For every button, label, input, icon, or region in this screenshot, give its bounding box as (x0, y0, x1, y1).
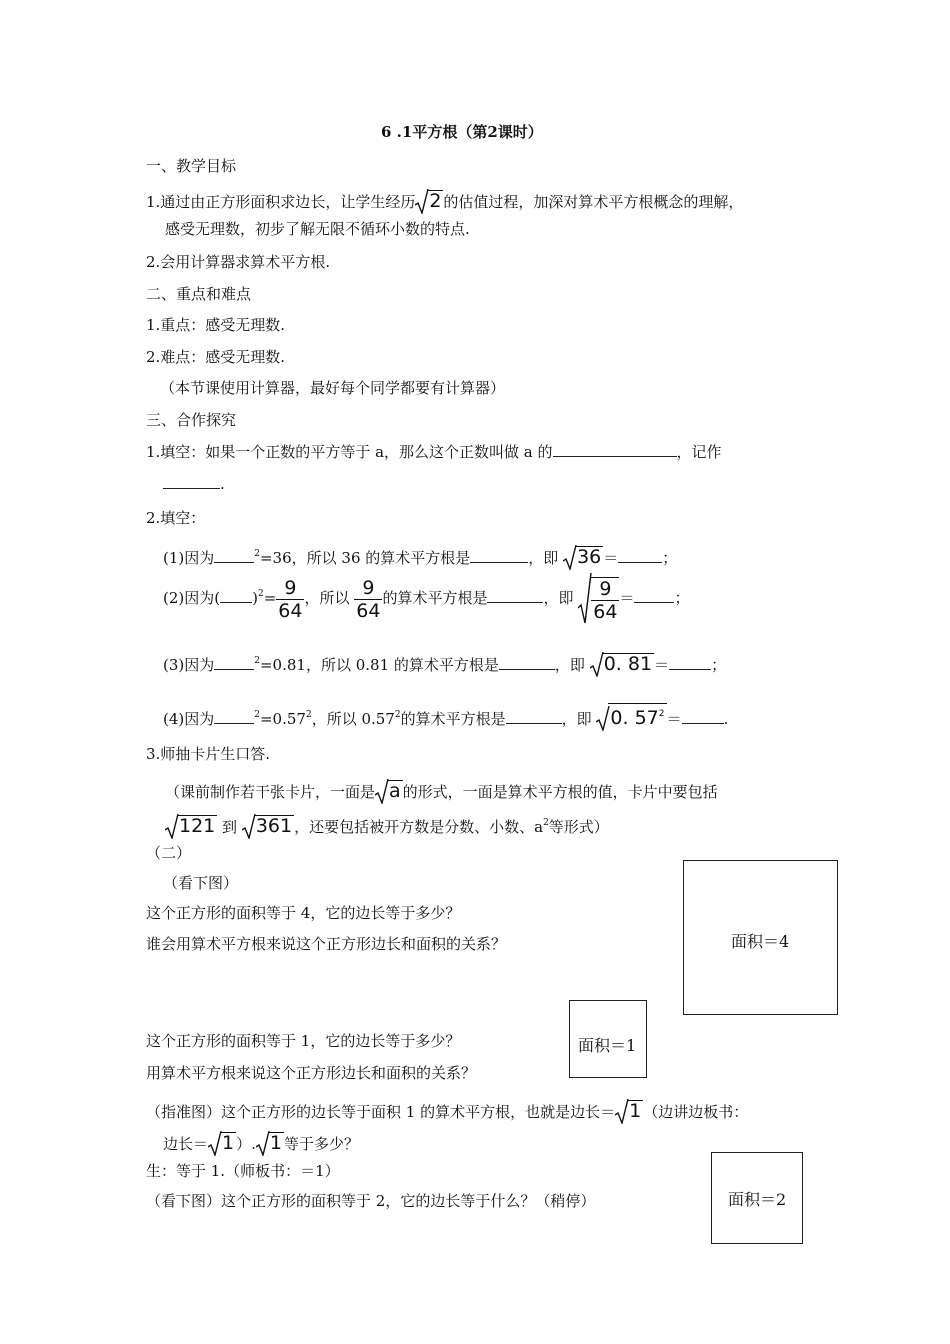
answer-blank (214, 709, 254, 724)
sqrt-9-64: $\frac{9}{64}$ (578, 576, 619, 623)
fill-2-item-1: (1)因为 $^2$=36，所以 36 的算术平方根是 ，即 36 ＝ ； (163, 546, 678, 568)
answer-blank (214, 655, 254, 670)
answer-blank (163, 474, 220, 489)
key-point: 1.重点：感受无理数. (146, 316, 286, 334)
question-relation-4: 谁会用算术平方根来说这个正方形边长和面积的关系？ (146, 935, 507, 953)
question-relation-1: 用算术平方根来说这个正方形边长和面积的关系？ (146, 1064, 477, 1082)
answer-blank (214, 548, 254, 563)
answer-blank (669, 655, 711, 670)
question-area-1: 这个正方形的面积等于 1，它的边长等于多少？ (146, 1032, 461, 1050)
fill-2-item-4: (4)因为 $^2=0.57^2$，所以 0.57$^2$的算术平方根是 ，即 0. $57^2$ ＝ . (163, 703, 728, 729)
objective-1-line-2: 感受无理数，初步了解无限不循环小数的特点. (165, 220, 470, 238)
sqrt-1: 1 (208, 1132, 236, 1154)
sqrt-361: 361 (242, 815, 294, 837)
answer-blank (553, 442, 677, 457)
answer-blank (220, 588, 252, 603)
task-3-note-line-2: 121 到 361 ，还要包括被开方数是分数、小数、$a^2$等形式） (165, 813, 609, 837)
answer-blank (487, 588, 543, 603)
task-3: 3.师抽卡片生口答. (146, 745, 271, 763)
board-note: 边长＝ 1 ）. 1 等于多少？ (163, 1132, 359, 1154)
square-area-2-label: 面积＝2 (728, 1190, 787, 1209)
fill-2-item-3: (3)因为 $^2$=0.81，所以 0.81 的算术平方根是 ，即 0. 81 ＝ ； (163, 653, 727, 675)
answer-blank (634, 588, 674, 603)
answer-blank (618, 548, 662, 563)
section-heading-key-points: 二、重点和难点 (146, 285, 252, 303)
sqrt-0-81: 0. 81 (590, 653, 654, 675)
sqrt-2: 2 (415, 190, 443, 212)
fill-2-item-2: (2)因为( )$^2$= $\frac{9}{64}$ ，所以 $\frac{9}{64}$ 的算术平方根是 ，即 $\frac{9}{64}$ ＝ ； (163, 571, 689, 623)
fraction-9-64: $\frac{9}{64}$ (278, 576, 303, 622)
fraction-9-64: $\frac{9}{64}$ (356, 576, 381, 622)
fill-1: 1.填空：如果一个正数的平方等于 a，那么这个正数叫做 a 的 ，记作 (146, 443, 722, 461)
part-2-heading: （二） (146, 844, 192, 862)
fill-1-cont: . (163, 474, 225, 494)
text: 的估值过程，加深对算术平方根概念的理解， (443, 193, 744, 211)
task-3-note-line-1: （课前制作若干张卡片，一面是 a 的形式，一面是算术平方根的值，卡片中要包括 (165, 780, 718, 802)
text: 1.通过由正方形面积求边长，让学生经历 (146, 193, 416, 211)
answer-blank (682, 709, 724, 724)
question-area-2: （看下图）这个正方形的面积等于 2，它的边长等于什么？（稍停） (146, 1192, 596, 1210)
difficult-point: 2.难点：感受无理数. (146, 348, 286, 366)
section-heading-explore: 三、合作探究 (146, 411, 237, 429)
see-figure: （看下图） (163, 874, 239, 892)
section-heading-objectives: 一、教学目标 (146, 157, 237, 175)
sqrt-1: 1 (615, 1100, 643, 1122)
sqrt-1: 1 (256, 1132, 284, 1154)
square-area-4-label: 面积＝4 (731, 932, 790, 951)
sqrt-36: 36 (563, 546, 603, 568)
answer-blank (506, 709, 562, 724)
page-title: 6 .1平方根（第2课时） (381, 123, 543, 141)
student-answer: 生：等于 1.（师板书：＝1） (146, 1162, 340, 1180)
objective-1-line-1 (146, 190, 743, 212)
sqrt-0-57-squared: 0. $57^2$ (596, 703, 666, 729)
answer-blank (470, 548, 528, 563)
sqrt-a: a (375, 780, 403, 802)
calculator-note: （本节课使用计算器，最好每个同学都要有计算器） (160, 379, 506, 397)
objective-2: 2.会用计算器求算术平方根. (146, 253, 331, 271)
answer-blank (499, 655, 555, 670)
square-area-1-label: 面积＝1 (578, 1036, 637, 1055)
question-area-4: 这个正方形的面积等于 4，它的边长等于多少？ (146, 904, 461, 922)
pointing-explanation: （指准图）这个正方形的边长等于面积 1 的算术平方根，也就是边长＝ 1 （边讲边板书： (146, 1100, 749, 1122)
fill-2: 2.填空： (146, 509, 206, 527)
sqrt-121: 121 (165, 815, 217, 837)
